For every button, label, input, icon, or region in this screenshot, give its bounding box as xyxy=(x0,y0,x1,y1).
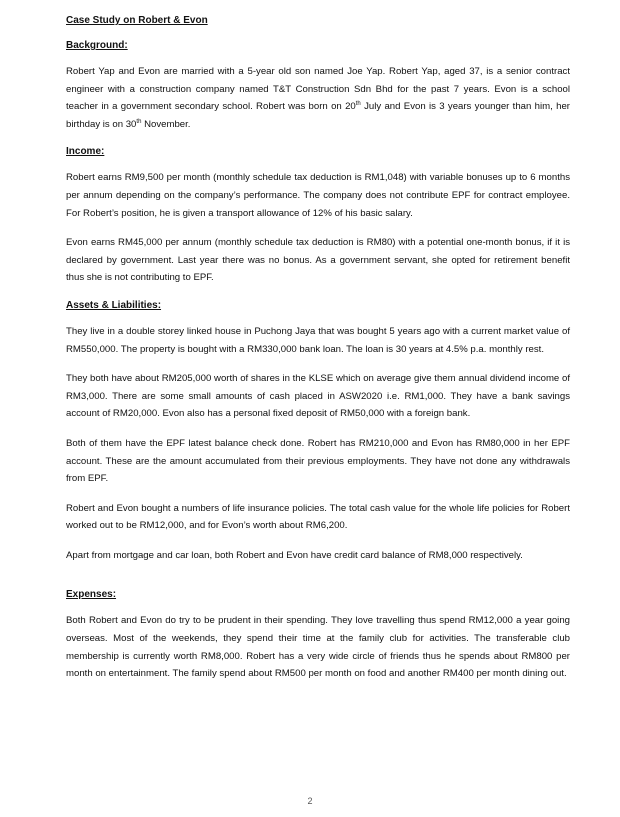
section-assets-liabilities xyxy=(66,299,570,565)
paragraph-assets-2: They both have about RM205,000 worth of shares in the KLSE which on average give them annual dividend income of RM3,000. There are some small amounts of cash placed in ASW2020 i.e. RM1,000. They have a bank savings account of RM20,000. Evon also has a personal fixed deposit of RM50,000 with a foreign bank. xyxy=(66,373,570,420)
section-spacer xyxy=(66,576,570,588)
section-heading-assets-liabilities: Assets & Liabilities: xyxy=(66,299,162,311)
section-heading-background: Background: xyxy=(66,40,128,51)
section-background xyxy=(66,39,570,133)
section-income xyxy=(66,145,570,287)
section-heading-expenses: Expenses: xyxy=(66,589,117,601)
paragraph-background-1: Robert Yap and Evon are married with a 5-year old son named Joe Yap. Robert Yap, aged 37, is a senior contract engineer with a construction company named T&T Construction Sdn Bhd for the past 7 years. Evon is a school teacher in a government secondary school. Robert was born on 20th July and Evon is 3 years younger than him, her birthday is on 30th November. xyxy=(66,66,570,130)
paragraph-assets-4: Robert and Evon bought a numbers of life insurance policies. The total cash value for the whole life policies for Robert worked out to be RM12,000, and for Evon’s worth about RM6,200. xyxy=(66,502,570,532)
document-title: Case Study on Robert & Evon xyxy=(66,15,208,26)
paragraph-assets-3: Both of them have the EPF latest balance check done. Robert has RM210,000 and Evon has RM80,000 in her EPF account. These are the amount accumulated from their previous employments. They have not done any withdrawals from EPF. xyxy=(66,437,570,485)
paragraph-assets-1: They live in a double storey linked house in Puchong Jaya that was bought 5 years ago with a current market value of RM550,000. The property is bought with a RM330,000 bank loan. The loan is 30 years at 4.5% p.a. monthly rest. xyxy=(66,325,570,355)
paragraph-expenses-1: Both Robert and Evon do try to be prudent in their spending. They love travelling thus spend RM12,000 a year going overseas. Most of the weekends, they spend their time at the family club for activities. The transferable club membership is currently worth RM8,000. Robert has a very wide circle of friends thus he spends about RM800 per month on entertainment. The family spend about RM500 per month on food and another RM400 per month dining out. xyxy=(66,615,570,680)
paragraph-income-2: Evon earns RM45,000 per annum (monthly schedule tax deduction is RM80) with a potential one-month bonus, if it is declared by government. Last year there was no bonus. As a government servant, she opted for retirement benefit thus she is not contributing to EPF. xyxy=(66,237,570,284)
section-heading-income: Income: xyxy=(66,146,105,158)
paragraph-income-1: Robert earns RM9,500 per month (monthly schedule tax deduction is RM1,048) with variable bonuses up to 6 months per annum depending on the company’s performance. The company does not contribute EPF for contract employee. For Robert’s position, he is given a transport allowance of 12% of his basic salary. xyxy=(66,172,570,219)
section-expenses xyxy=(66,588,570,682)
page-number: 2 xyxy=(307,796,313,806)
paragraph-assets-5: Apart from mortgage and car loan, both Robert and Evon have credit card balance of RM8,000 respectively. xyxy=(66,549,523,561)
